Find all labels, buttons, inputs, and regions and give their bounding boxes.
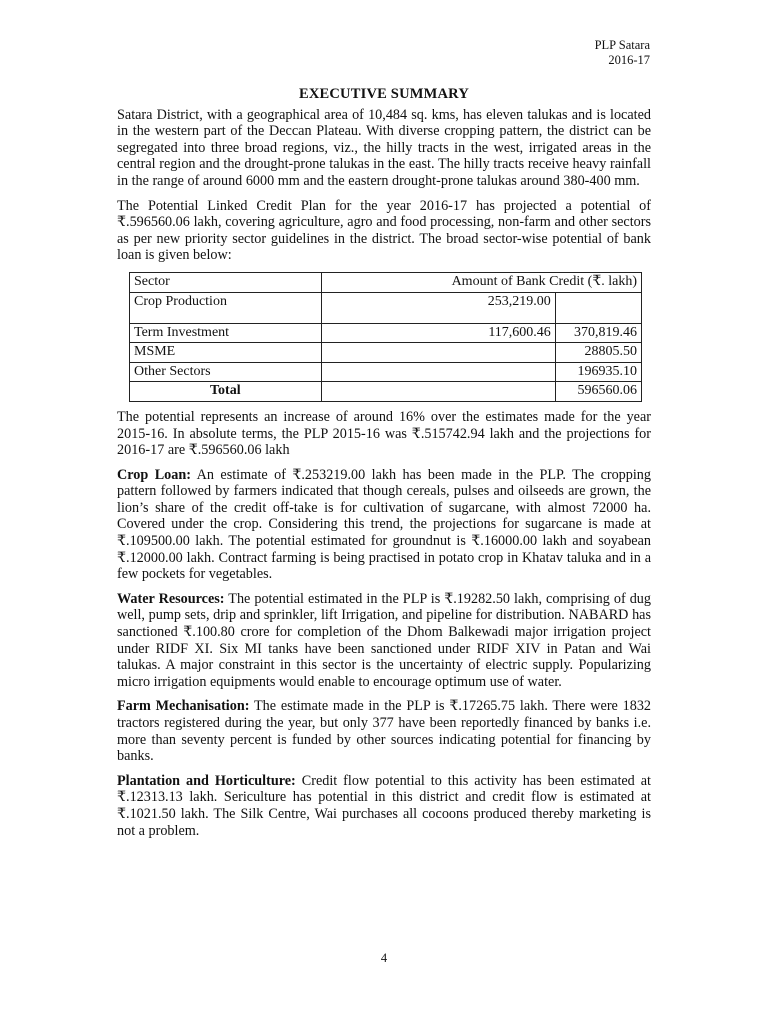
table-row (130, 323, 642, 343)
section-heading: Plantation and Horticulture: (117, 772, 296, 789)
row-amount (321, 362, 555, 382)
row-sector: MSME (130, 343, 322, 363)
table-header-row (130, 272, 642, 292)
header-amount: Amount of Bank Credit (₹. lakh) (321, 272, 641, 292)
row-sector: Other Sectors (130, 362, 322, 382)
total-label: Total (130, 382, 322, 402)
section-text: The potential estimated in the PLP is ₹.19282.50 lakh, comprising of dug well, pump sets, drip and sprinkler, lift Irrigation, and pipeline for distribution. NABARD has sanctioned ₹.100.80 crore for completion of the Dhom Balkewadi major irrigation project under RIDF XI. Six MI tanks have been sanctioned under RIDF XIV in Patan and Wai talukas. A major constraint in this sector is the uncertainty of electric supply. Popularizing micro irrigation equipments would enable to encourage optimum use of water. (117, 590, 651, 690)
table-row (130, 292, 642, 323)
plan-paragraph: The Potential Linked Credit Plan for the year 2016-17 has projected a potential of ₹.596560.06 lakh, covering agriculture, agro and food processing, non-farm and other sectors as per new priority sector guidelines in the district. The broad sector-wise potential of bank loan is given below: (117, 197, 651, 264)
header-doc-name: PLP Satara (594, 38, 650, 52)
section-heading: Farm Mechanisation: (117, 698, 250, 715)
row-sector: Crop Production (130, 292, 322, 323)
section-text: An estimate of ₹.253219.00 lakh has been made in the PLP. The cropping pattern followed by farmers indicated that though cereals, pulses and oilseeds are grown, the lion’s share of the credit off-take is for cultivation of sugarcane, with almost 72000 ha. Covered under the crop. Considering this trend, the projections for sugarcane is made at ₹.109500.00 lakh. The potential estimated for groundnut is ₹.16000.00 lakh and soyabean ₹.12000.00 lakh. Contract farming is being practised in potato crop in Khatav taluka and in a few pockets for vegetables. (117, 466, 651, 583)
total-value: 596560.06 (555, 382, 641, 402)
table-row (130, 362, 642, 382)
section-text: The estimate made in the PLP is ₹.17265.75 lakh. There were 1832 tractors registered during the year, but only 377 have been reportedly financed by banks i.e. more than seventy percent is funded by other sources indicating potential for financing by banks. (117, 698, 652, 765)
section-farm-mechanisation (117, 698, 651, 764)
total-empty (321, 382, 555, 402)
row-subtotal: 28805.50 (555, 343, 641, 363)
running-header (595, 38, 650, 68)
header-year: 2016-17 (608, 53, 650, 67)
table-row (130, 343, 642, 363)
row-amount: 253,219.00 (321, 292, 555, 323)
intro-paragraph: Satara District, with a geographical area of 10,484 sq. kms, has eleven talukas and is located in the western part of the Deccan Plateau. With diverse cropping pattern, the district can be segregated into three broad regions, viz., the hilly tracts in the west, irrigated areas in the central region and the drought-prone talukas in the east. The hilly tracts receive heavy rainfall in the range of around 6000 mm and the eastern drought-prone talukas around 380-400 mm. (117, 106, 651, 189)
section-plantation-horticulture (117, 773, 651, 839)
row-amount: 117,600.46 (321, 323, 555, 343)
section-heading: Water Resources: (117, 590, 225, 607)
table-total-row (130, 382, 642, 402)
section-water-resources (117, 591, 651, 691)
credit-table (129, 272, 642, 402)
row-subtotal: 196935.10 (555, 362, 641, 382)
header-sector: Sector (130, 272, 322, 292)
row-amount (321, 343, 555, 363)
increase-paragraph: The potential represents an increase of around 16% over the estimates made for the year 2015-16. In absolute terms, the PLP 2015-16 was ₹.515742.94 lakh and the projections for 2016-17 are ₹.596560.06 lakh (117, 408, 651, 459)
section-crop-loan (117, 467, 651, 583)
page-title: EXECUTIVE SUMMARY (298, 86, 470, 102)
page-number: 4 (380, 951, 388, 965)
row-subtotal: 370,819.46 (555, 323, 641, 343)
section-text: Credit flow potential to this activity has been estimated at ₹.12313.13 lakh. Sericulture has potential in this district and credit flow is estimated at ₹.1021.50 lakh. The Silk Centre, Wai purchases all cocoons produced thereby marketing is not a problem. (117, 772, 651, 839)
section-heading: Crop Loan: (117, 466, 191, 483)
row-sector: Term Investment (130, 323, 322, 343)
page-body (117, 86, 651, 847)
row-subtotal (555, 292, 641, 323)
